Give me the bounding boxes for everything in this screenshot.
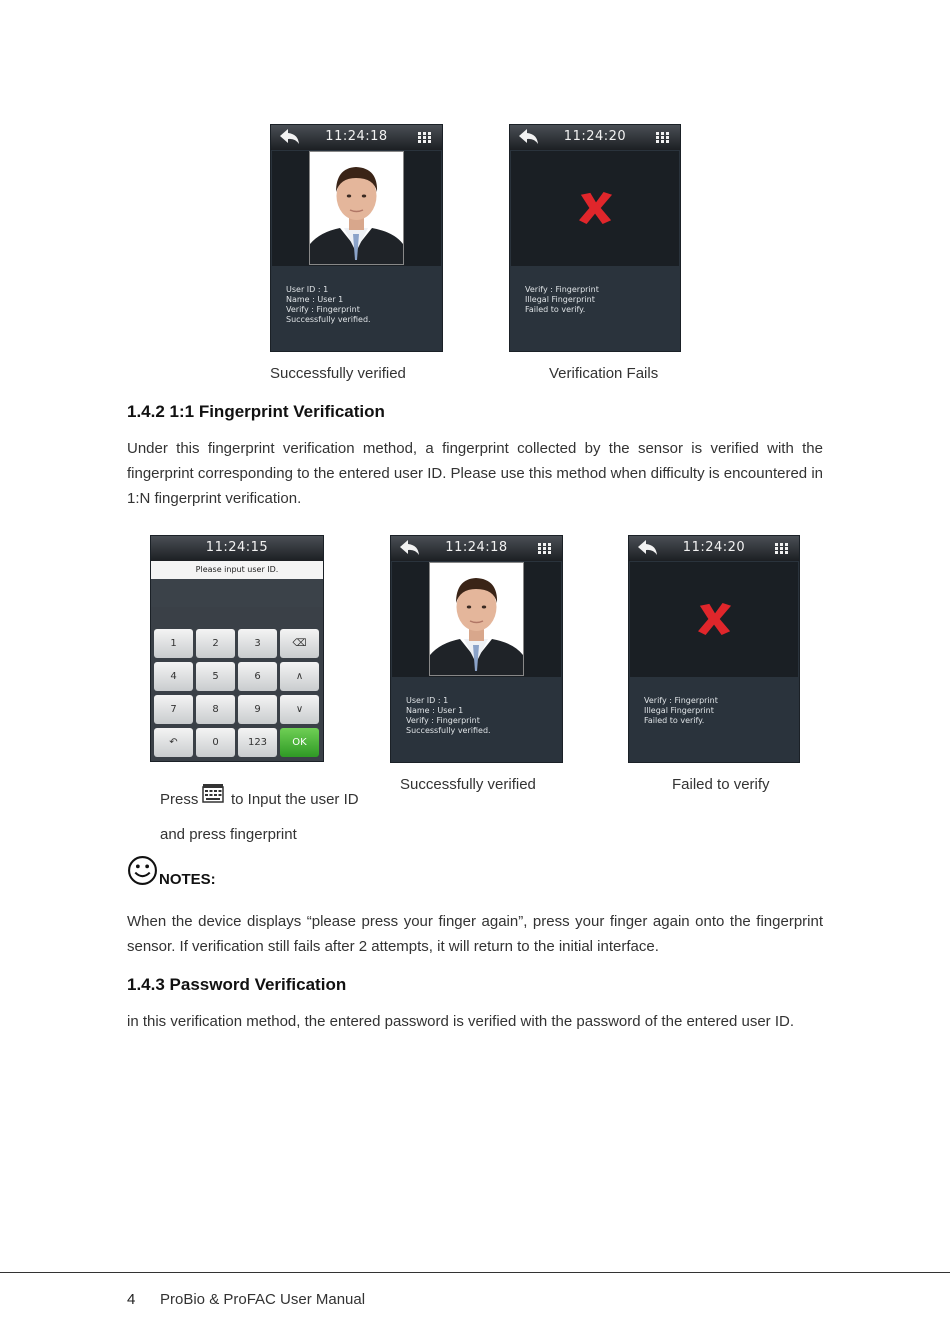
status-bar [271, 125, 442, 150]
clock-time: 11:24:20 [682, 540, 746, 555]
key-123[interactable]: 123 [238, 728, 277, 757]
menu-grid-icon[interactable] [418, 132, 432, 143]
result-area [511, 151, 679, 266]
photo-area [272, 151, 441, 266]
device-screen-fail-mid [628, 535, 800, 763]
fail-x-icon [696, 602, 734, 636]
info-line: Failed to verify. [525, 305, 586, 314]
press-caption-end: to Input the user ID [231, 791, 359, 808]
press-caption-start: Press [160, 791, 199, 808]
key-6[interactable]: 6 [238, 662, 277, 691]
notes-body: When the device displays “please press your finger again”, press your finger again onto the fingerprint sensor. If verification still fails after 2 attempts, it will return to the initial interface. [127, 913, 823, 955]
key-2[interactable]: 2 [196, 629, 235, 658]
section-heading: 1.4.2 1:1 Fingerprint Verification [127, 402, 385, 421]
footer-divider [0, 1272, 950, 1273]
clock-time: 11:24:18 [445, 540, 508, 555]
ok-key[interactable]: OK [280, 728, 319, 757]
info-line: Verify : Fingerprint [525, 285, 599, 294]
key-9[interactable]: 9 [238, 695, 277, 724]
info-line: Illegal Fingerprint [644, 706, 714, 715]
smiley-icon [127, 855, 158, 886]
device-screen-keypad [150, 535, 324, 762]
info-line: Failed to verify. [644, 716, 705, 725]
clock-time: 11:24:18 [325, 129, 388, 144]
photo-area [392, 562, 561, 677]
page-number: 4 [127, 1291, 136, 1308]
menu-grid-icon[interactable] [656, 132, 670, 143]
figure-caption: Successfully verified [400, 776, 536, 793]
verification-info [525, 285, 599, 315]
backspace-key-icon[interactable]: ⌫ [280, 629, 319, 658]
info-line: Name : User 1 [406, 706, 464, 715]
verification-info [286, 285, 371, 325]
info-line: Verify : Fingerprint [406, 716, 480, 725]
status-bar [510, 125, 680, 150]
user-photo [429, 562, 524, 676]
user-photo [309, 151, 404, 265]
clock-time: 11:24:15 [205, 540, 269, 555]
down-key-icon[interactable]: ∨ [280, 695, 319, 724]
device-screen-fail-top [509, 124, 681, 352]
info-line: User ID : 1 [286, 285, 329, 294]
section-body: in this verification method, the entered password is verified with the password of the entered user ID. [127, 1013, 795, 1030]
info-line: Illegal Fingerprint [525, 295, 595, 304]
info-line: User ID : 1 [406, 696, 449, 705]
figure-caption: Successfully verified [270, 365, 406, 382]
section-body: Under this fingerprint verification method, a fingerprint collected by the sensor is verified with the fingerprint corresponding to the entered user ID. Please use this method when difficulty is encountered in 1:N fingerprint verification. [127, 440, 823, 507]
back-key-icon[interactable]: ↶ [154, 728, 193, 757]
info-line: Successfully verified. [286, 315, 371, 324]
figure-caption: Verification Fails [549, 365, 659, 382]
notes-label: NOTES: [159, 871, 216, 888]
info-line: Successfully verified. [406, 726, 491, 735]
menu-grid-icon[interactable] [775, 543, 789, 554]
menu-grid-icon[interactable] [538, 543, 552, 554]
key-4[interactable]: 4 [154, 662, 193, 691]
key-8[interactable]: 8 [196, 695, 235, 724]
input-prompt: Please input user ID. [151, 561, 323, 579]
key-3[interactable]: 3 [238, 629, 277, 658]
result-area [630, 562, 798, 677]
press-caption-line2: and press fingerprint [160, 826, 297, 843]
up-key-icon[interactable]: ∧ [280, 662, 319, 691]
keyboard-icon [202, 783, 224, 803]
fail-x-icon [577, 191, 615, 225]
verification-info [644, 696, 718, 726]
user-id-input[interactable] [151, 579, 323, 607]
info-line: Verify : Fingerprint [286, 305, 360, 314]
status-bar [151, 536, 323, 561]
device-screen-success-mid [390, 535, 563, 763]
figure-caption: Failed to verify [672, 776, 770, 793]
clock-time: 11:24:20 [563, 129, 627, 144]
key-1[interactable]: 1 [154, 629, 193, 658]
device-screen-success-top [270, 124, 443, 352]
footer-title: ProBio & ProFAC User Manual [160, 1291, 366, 1308]
key-0[interactable]: 0 [196, 728, 235, 757]
info-line: Verify : Fingerprint [644, 696, 718, 705]
verification-info [406, 696, 491, 736]
info-line: Name : User 1 [286, 295, 344, 304]
numeric-keypad [151, 607, 323, 761]
key-5[interactable]: 5 [196, 662, 235, 691]
key-7[interactable]: 7 [154, 695, 193, 724]
status-bar [391, 536, 562, 561]
status-bar [629, 536, 799, 561]
section-heading: 1.4.3 Password Verification [127, 975, 347, 994]
